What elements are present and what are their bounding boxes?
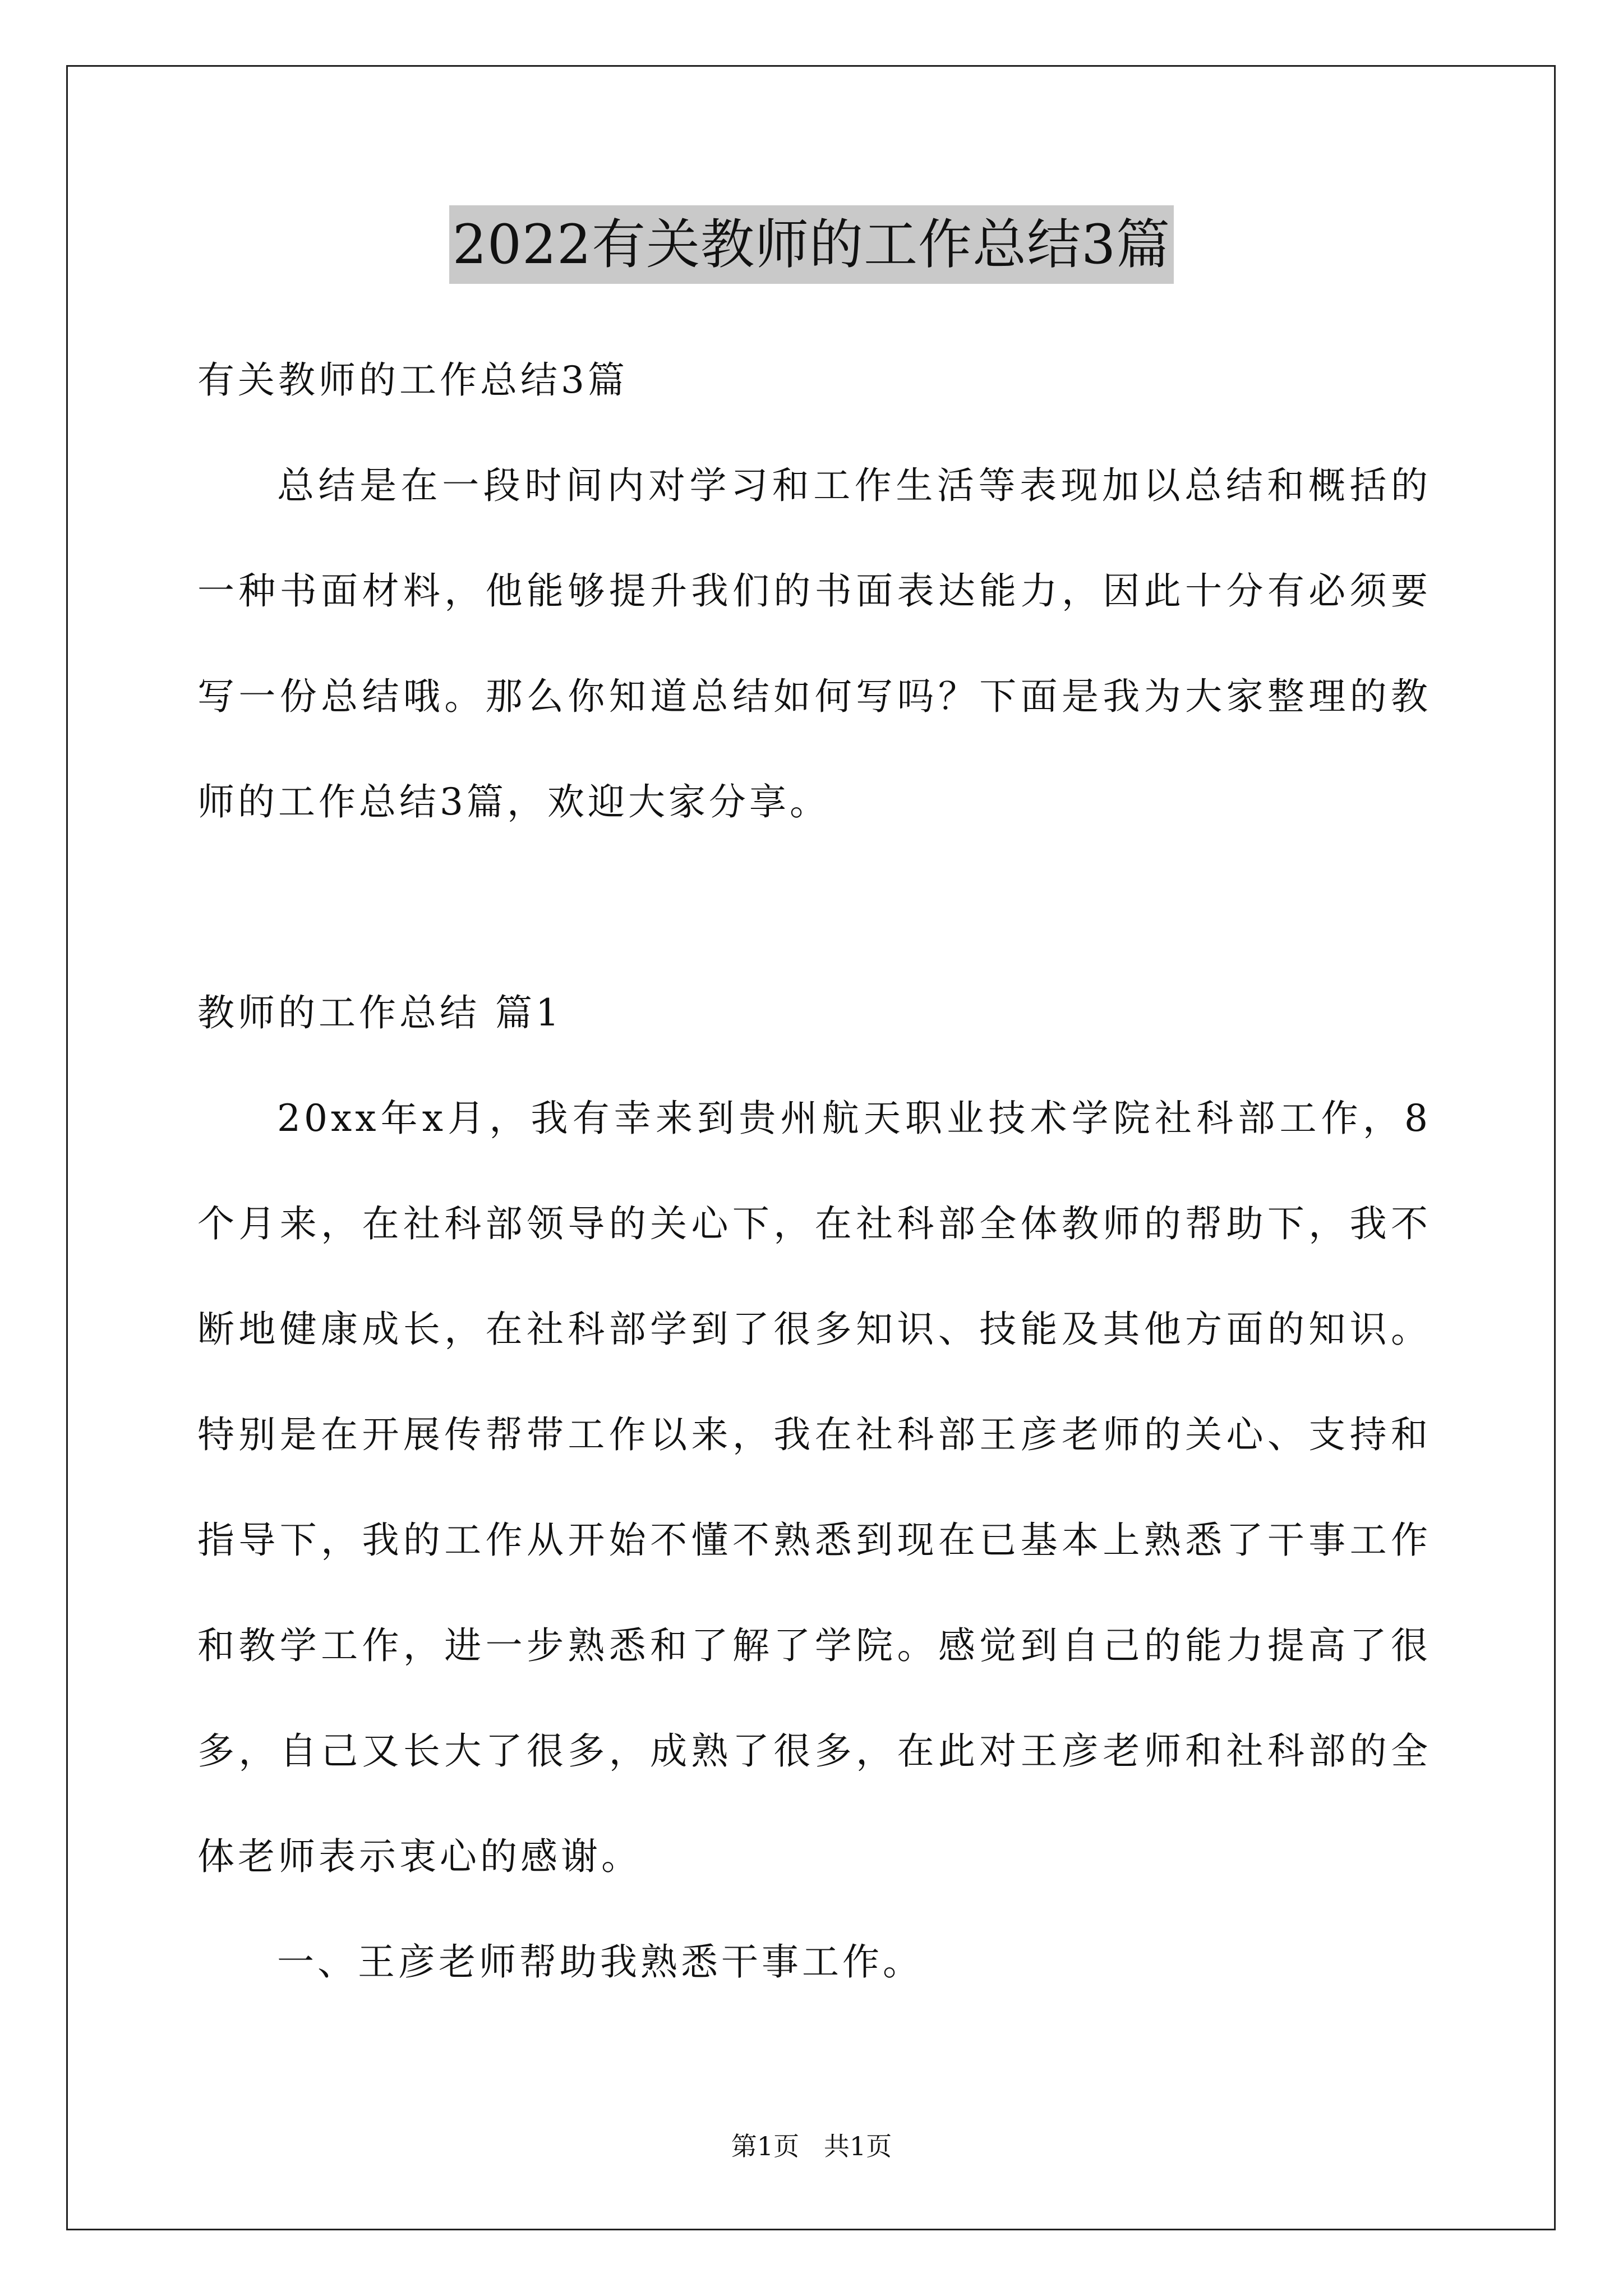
intro-paragraph: 总结是在一段时间内对学习和工作生活等表现加以总结和概括的一种书面材料，他能够提升我们的书面表达能力，因此十分有必须要写一份总结哦。那么你知道总结如何写吗？下面是我为大家整理的教师的工作总结3篇，欢迎大家分享。 <box>197 464 1431 823</box>
document-title: 2022有关教师的工作总结3篇 <box>449 205 1174 284</box>
section-paragraph-1: 20xx年x月，我有幸来到贵州航天职业技术学院社科部工作，8个月来，在社科部领导的关心下，在社科部全体教师的帮助下，我不断地健康成长，在社科部学到了很多知识、技能及其他方面的知识。特别是在开展传帮带工作以来，我在社科部王彦老师的关心、支持和指导下，我的工作从开始不懂不熟悉到现在已基本上熟悉了干事工作和教学工作，进一步熟悉和了解了学院。感觉到自己的能力提高了很多，自己又长大了很多，成熟了很多，在此对王彦老师和社科部的全体老师表示衷心的感谢。 <box>197 1097 1431 1878</box>
page-footer: 第1页 共1页 <box>731 2131 892 2161</box>
section-paragraph-2: 一、王彦老师帮助我熟悉干事工作。 <box>277 1940 923 1984</box>
title-container <box>0 205 1623 284</box>
document-subtitle: 有关教师的工作总结3篇 <box>197 358 628 402</box>
section-heading: 教师的工作总结 篇1 <box>197 991 562 1034</box>
